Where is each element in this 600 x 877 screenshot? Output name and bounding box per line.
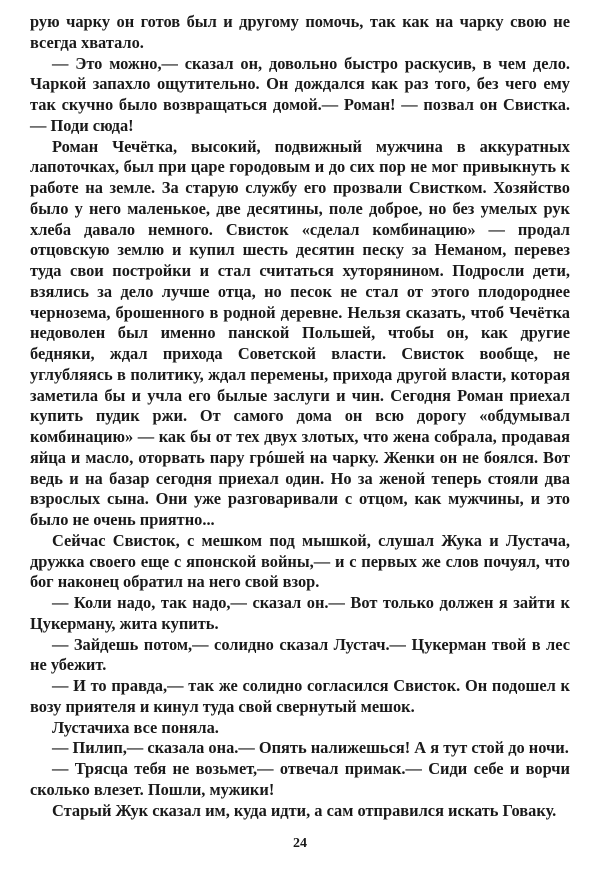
paragraph: — И то правда,— так же солидно согласился Свисток. Он подошел к возу приятеля и кинул туда свой свернутый мешок. — [30, 676, 570, 716]
paragraph: Сейчас Свисток, с мешком под мышкой, слушал Жука и Лустача, дружка своего еще с японской войны,— и с первых же слов почуял, что бог наконец обратил на него свой взор. — [30, 530, 570, 592]
paragraph: — Зайдешь потом,— солидно сказал Лустач.— Цукерман твой в лес не убежит. — [30, 634, 570, 675]
paragraph: — Пилип,— сказала она.— Опять налижешься! А я тут стой до ночи. — [52, 738, 569, 758]
page-body — [30, 12, 570, 821]
paragraph: Роман Чечётка, высокий, подвижный мужчина в аккуратных лапоточках, был при царе городовым и до сих пор не мог привыкнуть к работе на земле. За старую службу его прозвали Свистком. Хозяйство было у него маленькое, две десятины, поле доброе, но без умелых рук хлеба давало немного. Свисток «сделал комбинацию» — продал отцовскую землю и купил шесть десятин песку за Неманом, перевез туда свои постройки и стал считаться хуторянином. Подросли дети, взялись за дело лучше отца, но песок не стал от этого плодороднее чернозема, брошенного в родной деревне. Нельзя сказать, чтоб Чечётка недоволен был именно панской Польшей, чтобы он, как другие бедняки, ждал прихода Советской власти. Свисток вообще, не углубляясь в политику, ждал перемены, прихода другой власти, которая заметила бы и учла его былые заслуги и чин. Сегодня Роман приехал купить пудик ржи. От самого дома он всю дорогу «обдумывал комбинацию» — как бы от тех двух злотых, что жена собрала, продавая яйца и масло, оторвать пару грóшей на чарку. Женки он не боялся. Вот ведь и на базар сегодня приехал один. Но за женой теперь стояли два взрослых сына. Они уже разговаривали с отцом, как мужчины, и это было не очень приятно... — [30, 136, 570, 529]
paragraph: — Это можно,— сказал он, довольно быстро раскусив, в чем дело. Чаркой запахло ощутительно. Он дождался как раз того, без чего ему так скучно было возвращаться домой.— Роман! — позвал он Свистка.— Поди сюда! — [30, 53, 570, 135]
paragraph: Лустачиха все поняла. — [52, 717, 219, 737]
paragraph: Старый Жук сказал им, куда идти, а сам отправился искать Говаку. — [52, 800, 557, 820]
paragraph: — Коли надо, так надо,— сказал он.— Вот только должен я зайти к Цукерману, жита купить. — [30, 593, 570, 633]
paragraph: — Трясца тебя не возьмет,— отвечал примак.— Сиди себе и ворчи сколько влезет. Пошли, мужики! — [30, 759, 570, 799]
page-number: 24 — [293, 836, 307, 851]
paragraph: рую чарку он готов был и другому помочь, так как на чарку свою не всегда хватало. — [30, 12, 570, 52]
